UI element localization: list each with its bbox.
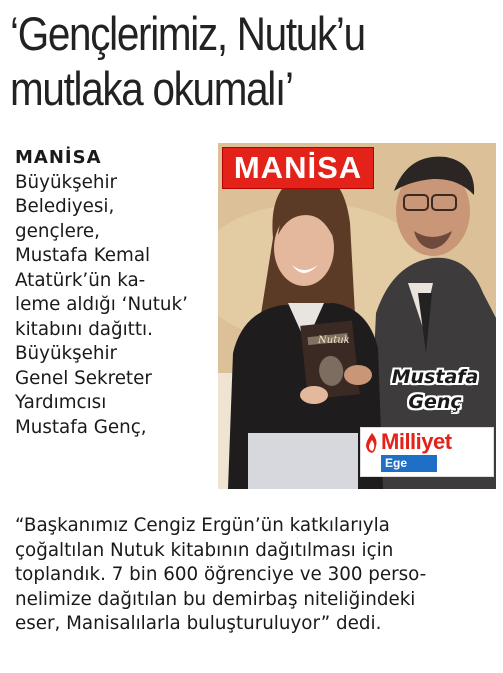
milliyet-ege-logo — [360, 427, 494, 477]
logo-edition: Ege — [381, 455, 437, 472]
manisa-badge: MANİSA — [222, 147, 374, 189]
dateline: MANİSA — [15, 147, 102, 168]
body-line: toplandık. 7 bin 600 öğrenciye ve 300 perso- — [15, 564, 427, 585]
column-line: Mustafa Genç, — [15, 416, 147, 438]
body-line: eser, Manisalılarla buluşturuluyor” dedi. — [15, 613, 382, 634]
column-line: Atatürk’ün ka- — [15, 269, 146, 291]
article-body — [15, 514, 495, 637]
news-photo — [218, 143, 496, 489]
column-line: Büyükşehir — [15, 171, 118, 193]
column-line: Mustafa Kemal — [15, 245, 151, 266]
book-title: Nutuk — [318, 335, 350, 346]
headline — [10, 6, 431, 116]
photo-caption — [380, 365, 490, 415]
body-line: çoğaltılan Nutuk kitabının dağıtılması için — [15, 539, 394, 561]
article-column — [15, 146, 220, 440]
column-line: Yardımcısı — [15, 392, 107, 413]
column-line: Genel Sekreter — [15, 367, 152, 389]
flame-icon — [364, 432, 380, 454]
headline-line-1: ‘Gençlerimiz, Nutuk’u — [10, 7, 365, 60]
caption-last-name: Genç — [408, 391, 462, 413]
column-line: Belediyesi, — [15, 196, 115, 217]
column-line: kitabını dağıttı. — [15, 318, 153, 340]
headline-line-2: mutlaka okumalı’ — [10, 62, 293, 115]
column-line: Büyükşehir — [15, 343, 118, 364]
logo-brand: Milliyet — [381, 429, 452, 454]
body-line: nelimize dağıtılan bu demirbaş niteliğindeki — [15, 588, 416, 610]
body-line: “Başkanımız Cengiz Ergün’ün katkılarıyla — [15, 515, 390, 536]
column-line: leme aldığı ‘Nutuk’ — [15, 294, 188, 315]
caption-first-name: Mustafa — [391, 366, 479, 388]
column-line: gençlere, — [15, 220, 100, 242]
